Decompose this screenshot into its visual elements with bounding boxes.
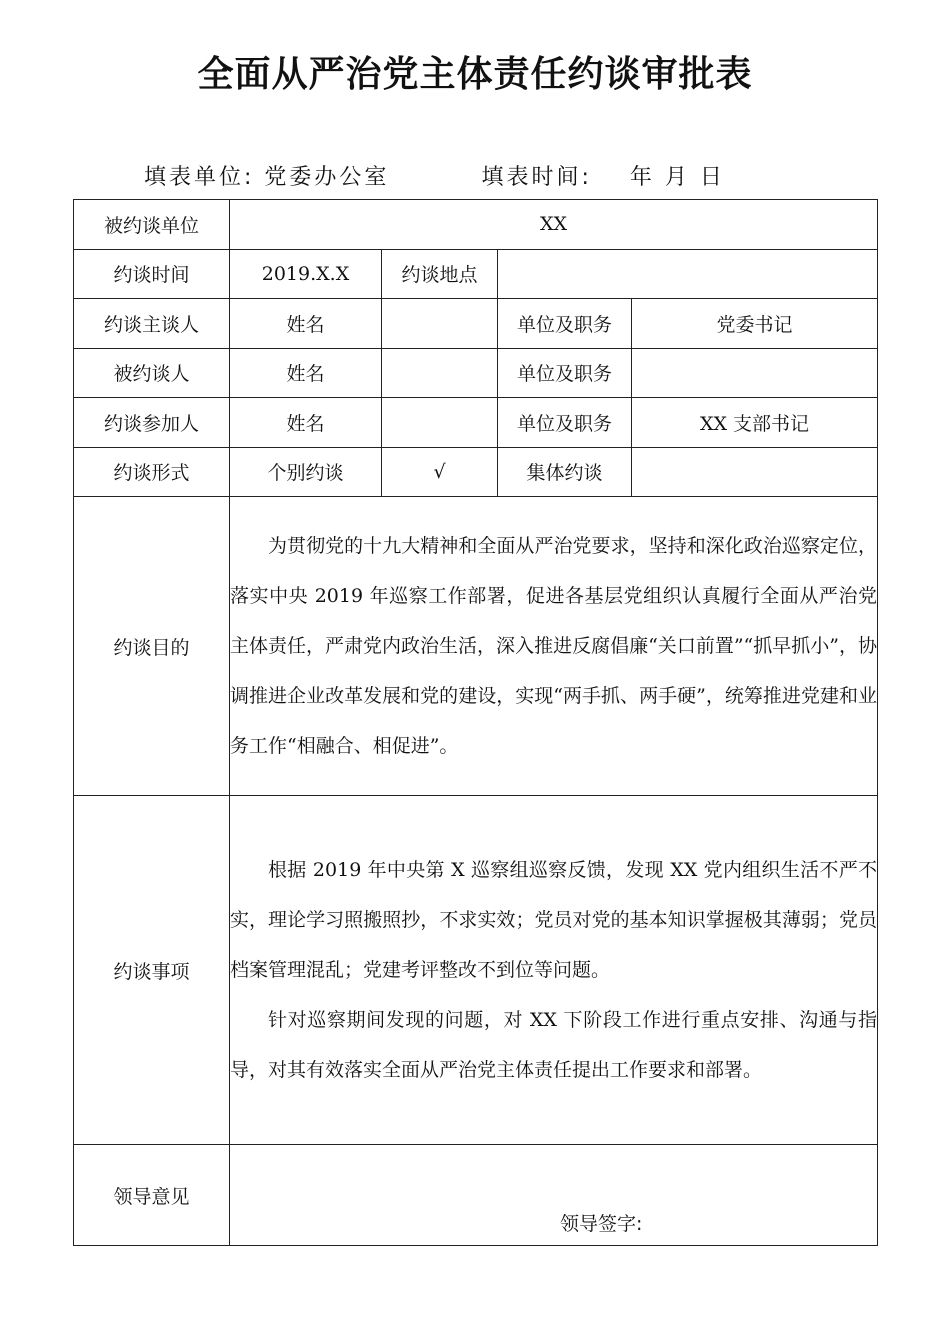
opinion-label: 领导意见 — [74, 1145, 230, 1246]
interview-place-label: 约谈地点 — [382, 249, 498, 299]
participant-name-value — [382, 398, 498, 448]
page-title: 全面从严治党主体责任约谈审批表 — [197, 53, 753, 95]
host-position-value: 党委书记 — [632, 299, 878, 349]
year-label: 年 — [629, 165, 655, 190]
interview-place-value — [498, 249, 878, 299]
individual-label: 个别约谈 — [230, 447, 382, 497]
interviewee-label: 被约谈人 — [74, 348, 230, 398]
row-opinion — [74, 1145, 878, 1246]
unit-value: 党委办公室 — [264, 165, 390, 190]
form-header-info — [144, 160, 725, 191]
interviewee-unit-label: 被约谈单位 — [74, 200, 230, 250]
row-participant — [74, 398, 878, 448]
opinion-content — [230, 1145, 878, 1246]
day-label: 日 — [699, 165, 725, 190]
interview-time-value: 2019.X.X — [230, 249, 382, 299]
purpose-label: 约谈目的 — [74, 497, 230, 796]
participant-label: 约谈参加人 — [74, 398, 230, 448]
interview-time-label: 约谈时间 — [74, 249, 230, 299]
approval-form-table — [73, 199, 878, 1246]
participant-position-value: XX 支部书记 — [632, 398, 878, 448]
matters-paragraph-1: 根据 2019 年中央第 X 巡察组巡察反馈，发现 XX 党内组织生活不严不实，理论学习照搬照抄，不求实效；党员对党的基本知识掌握极其薄弱；党员档案管理混乱；党建考评整改不到位等问题。 — [230, 859, 877, 981]
interviewee-name-value — [382, 348, 498, 398]
interviewee-unit-value: XX — [230, 200, 878, 250]
participant-position-label: 单位及职务 — [498, 398, 632, 448]
host-position-label: 单位及职务 — [498, 299, 632, 349]
row-interview-time — [74, 249, 878, 299]
row-interviewee-unit — [74, 200, 878, 250]
unit-label: 填表单位: — [144, 165, 255, 190]
purpose-text: 为贯彻党的十九大精神和全面从严治党要求，坚持和深化政治巡察定位，落实中央 2019 年巡察工作部署，促进各基层党组织认真履行全面从严治党主体责任，严肃党内政治生活，深入推进反腐倡廉“关口前置”“抓早抓小”，协调推进企业改革发展和党的建设，实现“两手抓、两手硬”，统筹推进党建和业务工作“相融合、相促进”。 — [230, 535, 877, 757]
time-label: 填表时间: — [481, 165, 592, 190]
row-matters — [74, 796, 878, 1145]
month-label: 月 — [664, 165, 690, 190]
row-purpose — [74, 497, 878, 796]
signature-label: 领导签字: — [560, 1213, 643, 1235]
host-label: 约谈主谈人 — [74, 299, 230, 349]
host-name: 姓名 — [230, 299, 382, 349]
group-checkmark — [632, 447, 878, 497]
matters-content — [230, 796, 878, 1145]
form-label: 约谈形式 — [74, 447, 230, 497]
matters-label: 约谈事项 — [74, 796, 230, 1145]
host-name-value — [382, 299, 498, 349]
row-form — [74, 447, 878, 497]
interviewee-position-label: 单位及职务 — [498, 348, 632, 398]
row-interviewee — [74, 348, 878, 398]
matters-paragraph-2: 针对巡察期间发现的问题，对 XX 下阶段工作进行重点安排、沟通与指导，对其有效落实全面从严治党主体责任提出工作要求和部署。 — [230, 1009, 877, 1081]
interviewee-name: 姓名 — [230, 348, 382, 398]
row-host — [74, 299, 878, 349]
interviewee-position-value — [632, 348, 878, 398]
group-label: 集体约谈 — [498, 447, 632, 497]
individual-checkmark: √ — [382, 447, 498, 497]
purpose-content — [230, 497, 878, 796]
participant-name: 姓名 — [230, 398, 382, 448]
